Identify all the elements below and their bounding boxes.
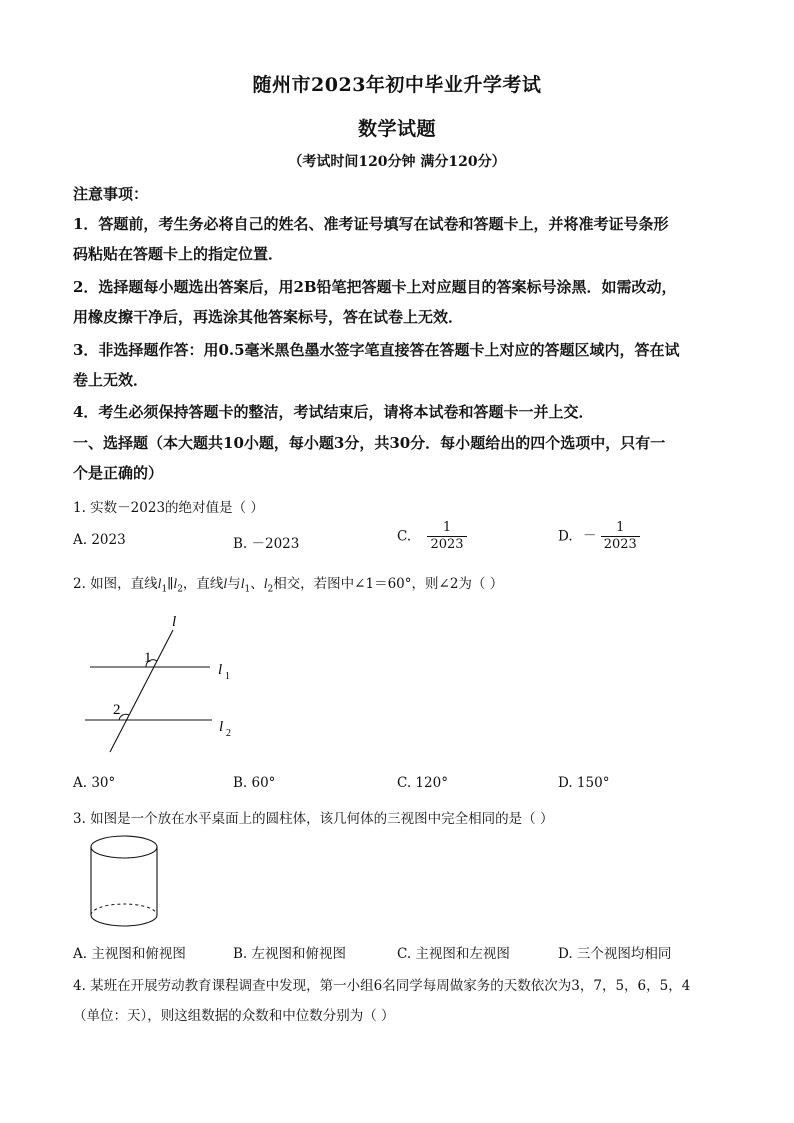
fig-angle-2-label: 2 xyxy=(113,702,121,718)
q2-option-a: A. 30° xyxy=(73,775,116,791)
q2-sub-1-b: 1 xyxy=(244,584,251,595)
q1-c-numerator: 1 xyxy=(442,520,452,535)
q1-c-denominator: 2023 xyxy=(427,536,466,553)
q3-option-c: C. 主视图和左视图 xyxy=(397,946,510,962)
q1-stem: 1. 实数－2023的绝对值是（ ） xyxy=(73,500,264,516)
note-3-line-1: 3．非选择题作答：用0.5毫米黑色墨水签字笔直接答在答题卡上对应的答题区域内，答在试 xyxy=(73,341,680,359)
q3-stem: 3. 如图是一个放在水平桌面上的圆柱体，该几何体的三视图中完全相同的是（ ） xyxy=(73,811,554,827)
notes-heading: 注意事项： xyxy=(73,185,149,203)
q2-sub-1: 1 xyxy=(161,584,168,595)
q4-stem-line-1: 4. 某班在开展劳动教育课程调查中发现，第一小组6名同学每周做家务的天数依次为3，7，5，6，5，4 xyxy=(73,978,691,994)
fig-label-l: l xyxy=(172,614,177,630)
q1-option-c-fraction xyxy=(427,520,466,554)
q3-option-a: A. 主视图和俯视图 xyxy=(73,946,186,962)
section1-line-1: 一、选择题（本大题共10小题，每小题3分，共30分．每小题给出的四个选项中，只有一 xyxy=(73,434,666,452)
q4-stem-line-2: （单位：天），则这组数据的众数和中位数分别为（ ） xyxy=(73,1008,395,1024)
cylinder-bottom-hidden xyxy=(91,904,157,915)
q1-d-numerator: 1 xyxy=(616,520,625,535)
note-1-line-2: 码粘贴在答题卡上的指定位置． xyxy=(73,245,284,263)
note-3-line-2: 卷上无效． xyxy=(73,371,149,389)
q1-option-c-label: C. xyxy=(397,528,412,545)
q1-option-c xyxy=(397,520,467,554)
q2-option-c: C. 120° xyxy=(397,775,448,791)
subject-title: 数学试题 xyxy=(357,118,436,140)
fig-label-l1-sub: 1 xyxy=(225,671,230,682)
q2-stem-part-2: ，直线 xyxy=(182,576,224,592)
q1-option-a: A. 2023 xyxy=(73,532,126,548)
q3-option-d: D. 三个视图均相同 xyxy=(558,946,672,962)
q1-option-b: B. －2023 xyxy=(233,536,300,552)
q2-option-b: B. 60° xyxy=(233,775,276,791)
q2-sub-2: 2 xyxy=(177,584,183,595)
q1-option-d-fraction xyxy=(601,520,640,554)
q3-option-b: B. 左视图和俯视图 xyxy=(233,946,347,962)
exam-title: 随州市2023年初中毕业升学考试 xyxy=(252,74,542,96)
q2-stem-part-5: 相交，若图中∠1＝60°，则∠2为（ ） xyxy=(273,576,504,592)
q2-var-l1: l xyxy=(157,576,162,591)
q2-sub-2-b: 2 xyxy=(267,584,274,595)
note-2-line-1: 2．选择题每小题选出答案后，用2B铅笔把答题卡上对应题目的答案标号涂黑．如需改动， xyxy=(73,278,677,296)
fig-angle-1-label: 1 xyxy=(144,650,152,666)
fig-label-l2: l xyxy=(219,719,224,735)
q1-d-sign: － xyxy=(582,528,597,545)
q2-var-l1-b: l xyxy=(240,576,245,591)
q2-stem xyxy=(73,572,503,595)
note-1-line-1: 1．答题前，考生务必将自己的姓名、准考证号填写在试卷和答题卡上，并将准考证号条形 xyxy=(73,215,669,233)
q2-parallel-symbol: ∥ xyxy=(167,576,174,592)
q1-option-d xyxy=(558,520,640,554)
q2-option-d: D. 150° xyxy=(558,775,610,791)
q2-var-l2: l xyxy=(173,576,178,591)
fig-label-l1: l xyxy=(218,662,223,678)
q2-figure-parallel-lines xyxy=(80,612,250,762)
note-2-line-2: 用橡皮擦干净后，再选涂其他答案标号，答在试卷上无效． xyxy=(73,308,464,326)
q2-stem-part-4: 、 xyxy=(250,576,264,592)
q3-figure-cylinder xyxy=(88,832,168,932)
q1-option-d-label: D. xyxy=(558,528,573,545)
q2-var-l2-b: l xyxy=(263,576,268,591)
q2-var-l: l xyxy=(223,576,228,591)
q1-d-denominator: 2023 xyxy=(601,536,640,553)
q2-stem-part-3: 与 xyxy=(227,576,241,592)
exam-info: （考试时间120分钟 满分120分） xyxy=(288,154,506,170)
cylinder-top-ellipse xyxy=(91,836,157,858)
line-l xyxy=(110,630,173,752)
cylinder-bottom-front xyxy=(91,915,157,926)
section1-line-2: 个是正确的） xyxy=(73,464,164,482)
note-4-line-1: 4．考生必须保持答题卡的整洁，考试结束后，请将本试卷和答题卡一并上交． xyxy=(73,403,594,421)
q2-stem-part-1: 2. 如图，直线 xyxy=(73,576,158,592)
fig-label-l2-sub: 2 xyxy=(226,728,231,739)
